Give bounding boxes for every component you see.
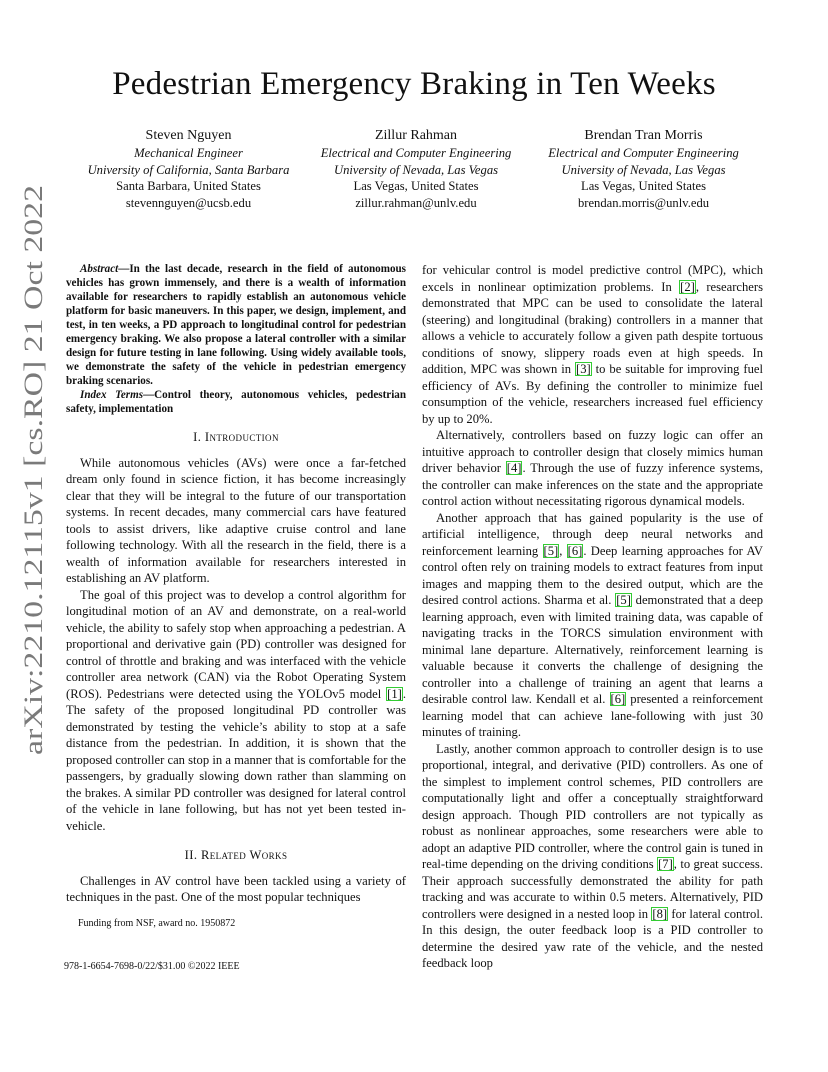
section-number: II.	[184, 848, 198, 862]
author-location: Santa Barbara, United States	[116, 179, 261, 193]
abstract	[66, 262, 406, 388]
text-run: Lastly, another common approach to controller design is to use proportional, integral, and derivative (PID) controllers. As one of the simplest to implement control schemes, PID controllers are computationally light and offer a conceptually straightforward design approach. Though PID controllers are not typically as robust as nonlinear approaches, some researchers were able to adopt an adaptive PID controller, where the control gain is tuned in real-time depending on the driving conditions	[422, 741, 763, 871]
author-role: Electrical and Computer Engineering	[320, 146, 512, 160]
author-name: Zillur Rahman	[374, 128, 458, 143]
text-run: . Through the use of fuzzy inference systems, the controller can make inferences on the state and the appropriate control action without necessitating rigorous dynamical models.	[422, 461, 763, 508]
text-run: , researchers demonstrated that MPC can be used to consolidate the lateral (steering) and longitudinal (braking) controllers in a manner that allows a vehicle to accurately follow a given path despite tortuous conditions of snowy, slippery roads even at high speeds. In addition, MPC was shown in	[422, 279, 763, 376]
author-block	[76, 126, 756, 211]
copyright-notice: 978-1-6654-7698-0/22/$31.00 ©2022 IEEE	[64, 961, 240, 972]
intro-paragraph-1: While autonomous vehicles (AVs) were once a far-fetched dream only found in science fiction, it has become increasingly clear that they will be integral to the future of our transportation systems. In recent decades, many commercial cars have featured tools to assist drivers, like adaptive cruise control and lane following technology. With all the research in the field, there is a wealth of information available for researchers interested in establishing an AV platform.	[66, 455, 406, 585]
section-number: I.	[193, 430, 202, 444]
text-run: for lateral control. In this design, the outer feedback loop is a PID controller to determine the desired yaw rate of the vehicle, and the nested feedback loop	[422, 906, 763, 970]
text-run: . The safety of the proposed longitudinal PD controller was demonstrated by testing the vehicle’s ability to stop at a safe distance from the pedestrian. In addition, it is shown that the proposed controller can stop in a manner that is comfortable for the passengers, by gradually slowing down rather than slamming on the brakes. A similar PD controller was designed for lateral control of the vehicle in lane following, but has not yet been tested in-vehicle.	[66, 686, 406, 833]
author-location: Las Vegas, United States	[353, 179, 479, 193]
intro-paragraph-2	[66, 587, 406, 835]
text-run: , to great success. Their approach successfully demonstrated the ability for path tracking and was accurate to within 0.5 meters. Alternatively, PID controllers were designed in a nested loop in	[422, 857, 763, 921]
author-2	[304, 126, 529, 211]
abstract-lead: Abstract	[80, 263, 119, 275]
citation-link[interactable]: [5]	[616, 593, 631, 607]
citation-link[interactable]: [6]	[567, 543, 583, 558]
section-title: Introduction	[204, 430, 279, 444]
abstract-text: —In the last decade, research in the field of autonomous vehicles has grown immensely, and there is a wealth of information available for researchers to rapidly establish an autonomous vehicle platform for basic maneuvers. In this paper, we design, implement, and test, in ten weeks, a PD approach to longitudinal control for pedestrian emergency braking. We also propose a lateral controller with a similar design for future testing in lane following. Using widely available tools, we demonstrate the safety of the vehicle in pedestrian emergency braking scenarios.	[66, 263, 406, 387]
text-run: to be suitable for improving fuel efficiency of AVs. By defining the controller to minimize fuel consumption of the vehicle, researchers increased fuel efficiency by up to 20%.	[422, 362, 763, 426]
text-run: Alternatively, controllers based on fuzzy logic can offer an intuitive approach to controller design that closely mimics human driver behavior	[422, 428, 763, 475]
author-name: Steven Nguyen	[145, 128, 232, 143]
author-role: Electrical and Computer Engineering	[548, 146, 739, 160]
author-role: Mechanical Engineer	[134, 146, 243, 160]
citation-link[interactable]: [8]	[652, 906, 668, 921]
related-paragraph-mpc	[422, 262, 763, 427]
author-name: Brendan Tran Morris	[584, 128, 703, 143]
author-email[interactable]: brendan.morris@unlv.edu	[577, 195, 710, 210]
section-heading-introduction	[66, 429, 406, 446]
left-column	[66, 262, 406, 906]
author-1	[76, 126, 301, 211]
related-paragraph-ai	[422, 510, 763, 741]
text-run: for vehicular control is model predictive control (MPC), which excels in nonlinear optimization problems. In	[422, 263, 763, 294]
citation-link[interactable]: [6]	[610, 692, 626, 706]
index-terms	[66, 388, 406, 416]
text-run: The goal of this project was to develop a control algorithm for longitudinal motion of an AV and demonstrate, on a real-world vehicle, the ability to safely stop when approaching a pedestrian. A proportional and derivative gain (PD) controller was designed for control of throttle and braking and was interfaced with the vehicle controller area network (CAN) via the Robot Operating System (ROS). Pedestrians were detected using the YOLOv5 model	[66, 587, 406, 701]
citation-link[interactable]: [5]	[543, 543, 559, 558]
arxiv-identifier: arXiv:2210.12115v1 [cs.RO] 21 Oct 2022	[19, 316, 48, 755]
author-3	[531, 126, 756, 211]
related-paragraph-pid	[422, 741, 763, 972]
author-affiliation: University of California, Santa Barbara	[87, 162, 290, 177]
paper-title: Pedestrian Emergency Braking in Ten Weeks	[112, 66, 716, 102]
arxiv-side-stamp	[12, 180, 52, 780]
text-run: Another approach that has gained popularity is the use of artificial intelligence, through deep neural networks and reinforcement learning	[422, 510, 763, 558]
citation-link[interactable]: [3]	[576, 362, 591, 376]
citation-link[interactable]: [7]	[658, 857, 673, 871]
author-email[interactable]: zillur.rahman@unlv.edu	[355, 195, 477, 210]
author-email[interactable]: stevennguyen@ucsb.edu	[125, 195, 252, 210]
author-affiliation: University of Nevada, Las Vegas	[561, 162, 726, 177]
index-terms-text: —Control theory, autonomous vehicles, pedestrian safety, implementation	[66, 389, 406, 415]
citation-link[interactable]: [1]	[387, 686, 402, 701]
citation-link[interactable]: [4]	[506, 461, 522, 475]
text-run: presented a reinforcement learning model that can achieve lane-following with just 30 minutes of training.	[422, 692, 763, 739]
text-run: ,	[559, 543, 567, 558]
right-column	[422, 262, 763, 972]
related-paragraph-fuzzy	[422, 427, 763, 510]
section-title: Related Works	[200, 848, 288, 862]
related-paragraph-1: Challenges in AV control have been tackled using a variety of techniques in the past. One of the most popular techniques	[66, 873, 406, 904]
citation-link[interactable]: [2]	[680, 279, 695, 294]
text-run: demonstrated that a deep learning approach, even with limited training data, was capable of navigating tracks in the TORCS simulation environment with minimal lane departure. Alternatively, reinforcement learning is valuable because it converts the challenge of designing the controller into a challenge of training an agent that learns a desirable control law. Kendall et al.	[422, 593, 764, 706]
author-location: Las Vegas, United States	[581, 179, 706, 193]
author-affiliation: University of Nevada, Las Vegas	[333, 162, 499, 177]
section-heading-related-works	[66, 847, 406, 864]
index-terms-lead: Index Terms	[80, 389, 144, 401]
funding-footnote: Funding from NSF, award no. 1950872	[78, 918, 236, 929]
text-run: . Deep learning approaches for AV control often rely on training models to extract features from input images and mapping them to the desired output, which are the desired control actions. Sharma et al.	[422, 543, 764, 607]
